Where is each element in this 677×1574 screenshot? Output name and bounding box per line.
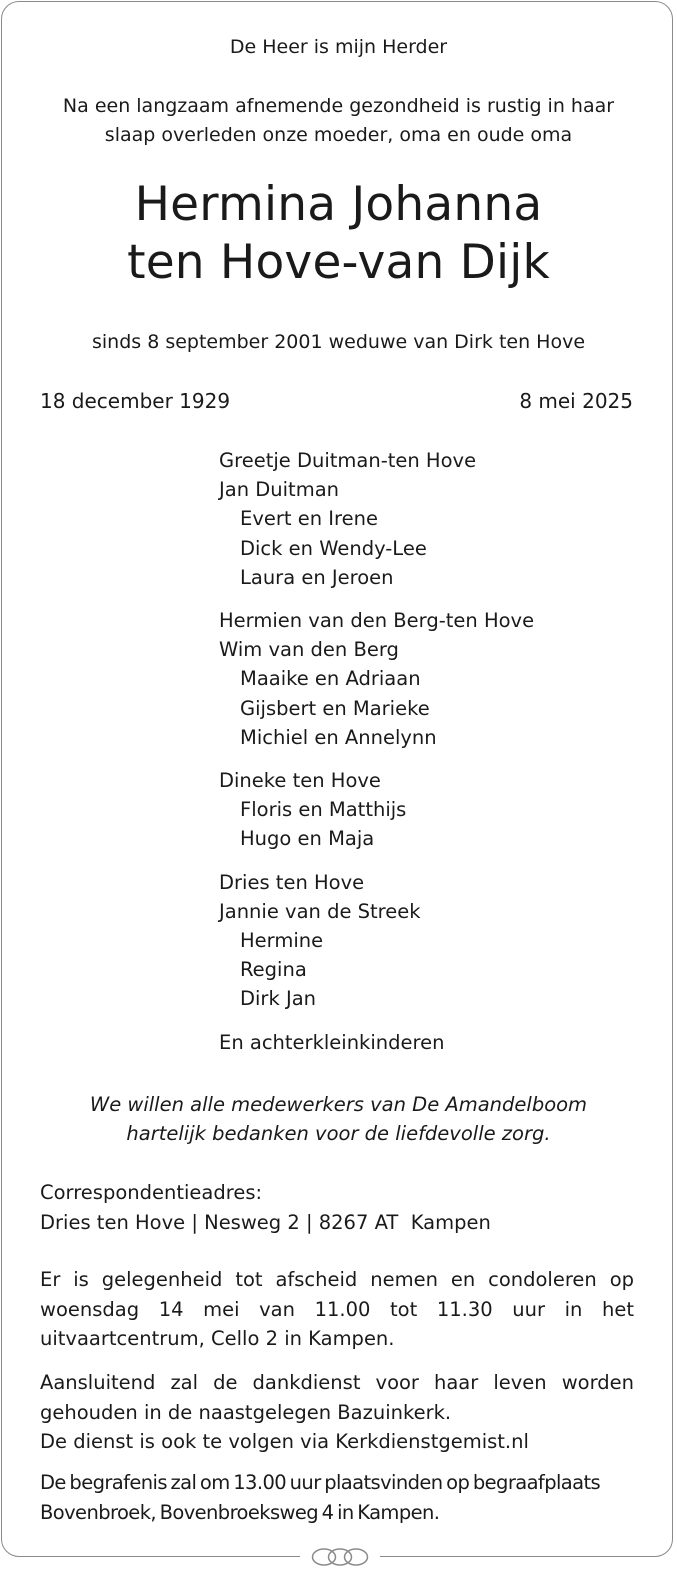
deceased-name — [0, 176, 677, 292]
deceased-name-line-2: ten Hove-van Dijk — [127, 235, 550, 290]
widow-note: sinds 8 september 2001 weduwe van Dirk ten Hove — [91, 331, 586, 353]
correspondence-block — [40, 1178, 634, 1237]
intro-line-1: Na een langzaam afnemende gezondheid is rustig in haar — [62, 95, 615, 117]
family-member: Dries ten Hove — [219, 870, 365, 894]
great-grandchildren-line: En achterkleinkinderen — [219, 1030, 445, 1054]
grandchild-entry: Hermine — [240, 929, 324, 953]
family-group — [219, 606, 639, 752]
burial-line-2: Bovenbroek, Bovenbroeksweg 4 in Kampen. — [40, 1500, 440, 1524]
birth-date: 18 december 1929 — [40, 389, 231, 413]
burial-line-1: De begrafenis zal om 13.00 uur plaatsvinden op begraafplaats — [40, 1471, 601, 1494]
service-line-1: Aansluitend zal de dankdienst voor haar leven worden gehouden in de naastgelegen Bazuinkerk. — [40, 1371, 634, 1424]
family-list — [219, 446, 639, 1057]
three-linked-rings-icon — [300, 1546, 380, 1568]
intro-text — [0, 92, 677, 150]
family-member: Jannie van de Streek — [219, 899, 421, 923]
family-group — [219, 446, 639, 592]
family-member: Jan Duitman — [219, 478, 339, 502]
grandchild-entry: Michiel en Annelynn — [240, 725, 437, 749]
grandchild-entry: Dick en Wendy-Lee — [240, 536, 427, 560]
correspondence-address: Dries ten Hove | Nesweg 2 | 8267 AT Kampen — [40, 1210, 491, 1234]
grandchild-entry: Laura en Jeroen — [240, 565, 394, 589]
grandchild-entry: Evert en Irene — [240, 507, 378, 531]
livestream-note: De dienst is ook te volgen via Kerkdienstgemist.nl — [40, 1430, 529, 1453]
thanks-line-2: hartelijk bedanken voor de liefdevolle zorg. — [126, 1122, 551, 1145]
family-member: Wim van den Berg — [219, 638, 399, 662]
family-member: Greetje Duitman-ten Hove — [219, 449, 477, 472]
grandchild-entry: Maaike en Adriaan — [240, 667, 421, 691]
intro-line-2: slaap overleden onze moeder, oma en oude oma — [104, 124, 573, 146]
thanks-text — [0, 1090, 677, 1148]
service-paragraph — [40, 1368, 634, 1457]
family-group — [219, 766, 639, 854]
death-date: 8 mei 2025 — [519, 389, 633, 413]
farewell-paragraph: Er is gelegenheid tot afscheid nemen en condoleren op woensdag 14 mei van 11.00 tot 11.30 uur in het uitvaartcentrum, Cello 2 in Kampen. — [40, 1268, 634, 1350]
grandchild-entry: Regina — [240, 958, 307, 982]
family-group — [219, 868, 639, 1014]
grandchild-entry: Gijsbert en Marieke — [240, 696, 430, 720]
grandchild-entry: Dirk Jan — [240, 987, 317, 1011]
family-member: Hermien van den Berg-ten Hove — [219, 609, 535, 633]
grandchild-entry: Floris en Matthijs — [240, 798, 407, 822]
burial-paragraph — [40, 1468, 634, 1527]
motto: De Heer is mijn Herder — [229, 36, 448, 58]
grandchild-entry: Hugo en Maja — [240, 827, 375, 851]
correspondence-label: Correspondentieadres: — [40, 1181, 263, 1204]
family-member: Dineke ten Hove — [219, 769, 381, 793]
deceased-name-line-1: Hermina Johanna — [134, 177, 543, 232]
thanks-line-1: We willen alle medewerkers van De Amandelboom — [89, 1093, 588, 1116]
